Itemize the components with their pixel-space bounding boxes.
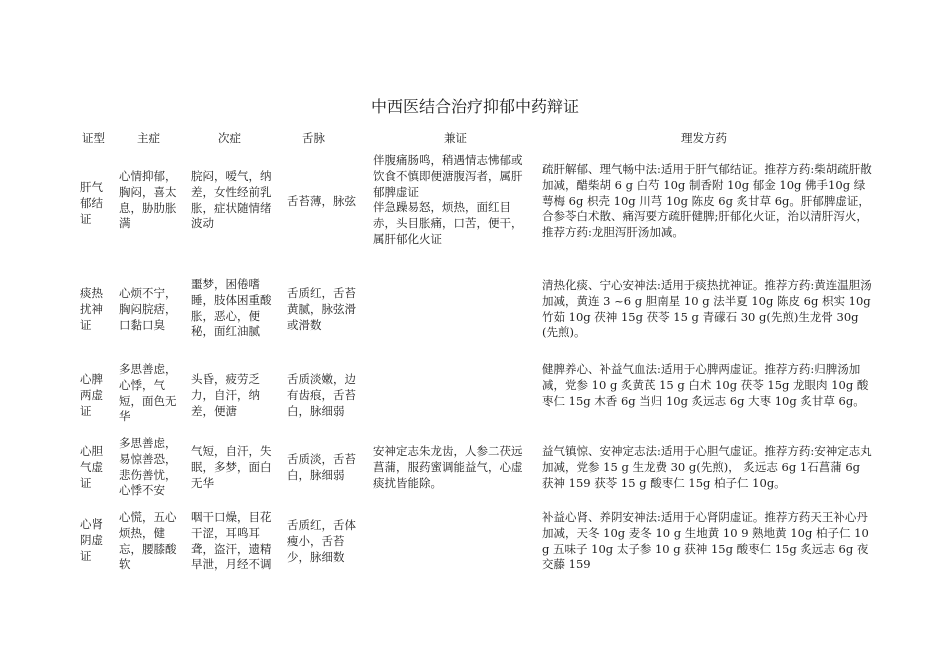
row-tongue-pulse: 舌质淡嫩，边有齿痕，舌苔白，脉细弱 [287, 372, 356, 418]
header-tongue-pulse: 舌脉 [302, 131, 325, 145]
row-main-symptoms: 心情抑郁，胸闷，喜太息，胁肋胀满 [119, 169, 177, 231]
row-secondary-symptoms: 脘闷，嗳气，纳差，女性经前乳胀，症状随情绪波动 [191, 169, 272, 231]
row-therapy: 清热化痰、宁心安神法:适用于痰热扰神证。推荐方药:黄连温胆汤加减，黄连 3 ~6 g 胆南星 10 g 法半夏 10g 陈皮 6g 枳实 10g 竹茹 10g 茯神 15g 茯苓 15 g 青礞石 30 g(先煎)生龙骨 30g(先煎)。 [542, 278, 872, 340]
row-therapy: 补益心肾、养阴安神法:适用于心肾阴虚证。推荐方药天王补心丹加减，天冬 10g 麦冬 10 g 生地黄 10 9 熟地黄 10g 柏子仁 10g 五味子 10g 太子参 10 g 获神 15g 酸枣仁 15g 炙远志 6g 夜交藤 159 [542, 510, 869, 572]
page-title: 中西医结合治疗抑郁中药辩证 [370, 97, 579, 116]
row-main-symptoms: 多思善虑，易惊善恐，悲伤善忧，心悸不安 [119, 436, 177, 498]
row-syndrome-type: 心肾阴虚证 [80, 517, 103, 563]
row-main-symptoms: 心慌，五心烦热，健忘，腰膝酸软 [119, 510, 177, 572]
row-tongue-pulse: 舌苔薄，脉弦 [287, 194, 356, 208]
row-syndrome-type: 痰热扰神证 [80, 286, 103, 332]
row-main-symptoms: 心烦不宁，胸闷脘痞，口黏口臭 [119, 286, 177, 332]
header-concurrent: 兼证 [444, 131, 467, 145]
row-syndrome-type: 心胆气虚证 [80, 444, 103, 490]
row-concurrent: 伴腹痛肠鸣，稍遇情志怫郁或饮食不慎即便溏腹泻者，属肝郁脾虚证 伴急躁易怒，烦热，面红目赤，头目胀痛，口苦，便干，属肝郁化火证 [373, 153, 523, 246]
header-secondary-symptoms: 次症 [218, 131, 241, 145]
header-syndrome-type: 证型 [82, 131, 105, 145]
header-main-symptoms: 主症 [137, 131, 160, 145]
header-therapy: 理发方药 [681, 131, 727, 145]
row-syndrome-type: 肝气郁结证 [80, 180, 103, 226]
row-therapy: 益气镇惊、安神定志法:适用于心胆气虚证。推荐方药:安神定志丸加减，党参 15 g 生龙费 30 g(先煎)， 炙远志 6g 1石菖蒲 6g 获神 159 获苓 15 g 酸枣仁 15g 柏子仁 10g。 [542, 444, 872, 490]
row-main-symptoms: 多思善虑，心悸，气短，面色无华 [119, 362, 177, 424]
row-concurrent: 安神定志朱龙齿，人参二茯远菖蒲，服药蜜调能益气，心虚痰扰皆能除。 [373, 444, 523, 490]
row-therapy: 健脾养心、补益气血法:适用于心脾两虚证。推荐方药:归脾汤加减，党参 10 g 炙黄芪 15 g 白术 10g 茯苓 15g 龙眼肉 10g 酸枣仁 15g 木香 6g 当归 10g 炙远志 6g 大枣 10g 炙甘草 6g。 [542, 362, 869, 408]
row-secondary-symptoms: 噩梦，困倦嗜睡，肢体困重酸胀，恶心，便秘，面红油腻 [191, 277, 272, 339]
row-secondary-symptoms: 气短，自汗，失眠，多梦，面白无华 [191, 444, 272, 490]
row-secondary-symptoms: 头昏，疲劳乏力，自汗，纳差，便溏 [191, 372, 260, 418]
row-secondary-symptoms: 咽干口燥，目花干涩，耳鸣耳聋，盗汗，遗精早泄，月经不调 [191, 510, 272, 572]
row-therapy: 疏肝解郁、理气畅中法:适用于肝气郁结证。推荐方药:柴胡疏肝散加减，醋柴胡 6 g 白芍 10g 制香附 10g 郁金 10g 佛手10g 绿萼梅 6g 枳壳 10g 川芎 10g 陈皮 6g 炙甘草 6g。肝郁脾虚证，合参苓白术散、痛泻要方疏肝健脾;肝郁化火证，治以清肝泻火，推荐方药:龙胆泻肝汤加减。 [542, 162, 872, 240]
row-tongue-pulse: 舌质红，舌苔黄腻，脉弦滑或滑数 [287, 286, 356, 332]
row-tongue-pulse: 舌质红，舌体瘦小，舌苔少，脉细数 [287, 518, 356, 564]
row-syndrome-type: 心脾两虚证 [80, 372, 103, 418]
row-tongue-pulse: 舌质淡，舌苔白，脉细弱 [287, 452, 356, 482]
